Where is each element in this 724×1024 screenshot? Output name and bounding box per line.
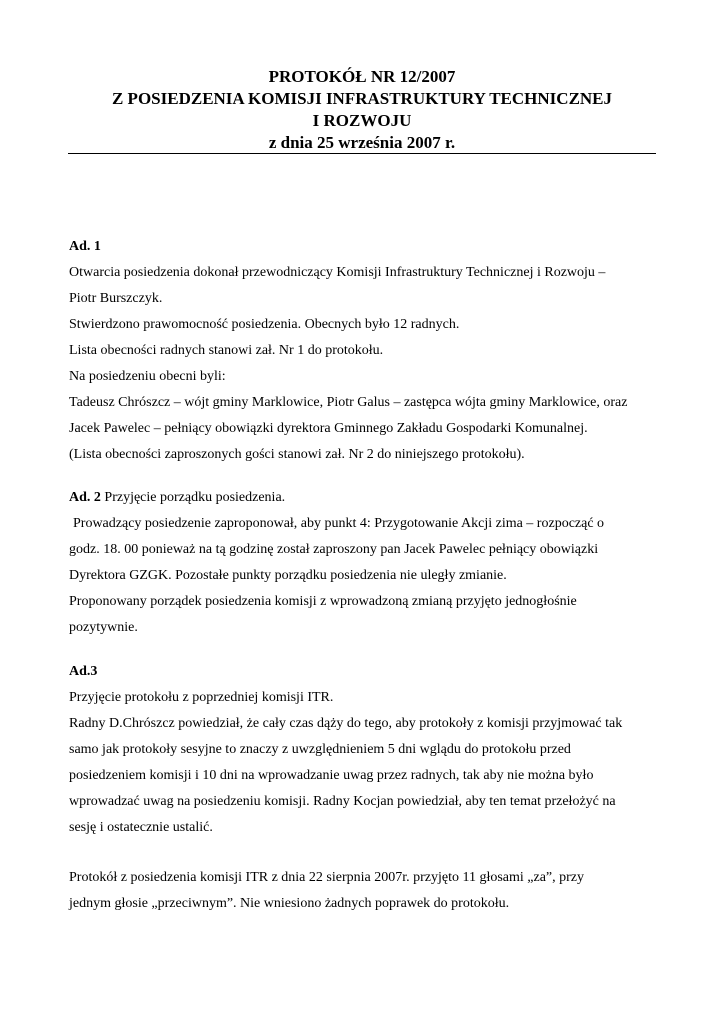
paragraph-line: Przyjęcie protokołu z poprzedniej komisji ITR.: [69, 690, 334, 705]
paragraph-line: Jacek Pawelec – pełniący obowiązki dyrektora Gminnego Zakładu Gospodarki Komunalnej.: [69, 421, 588, 436]
paragraph-line: Prowadzący posiedzenie zaproponował, aby punkt 4: Przygotowanie Akcji zima – rozpocząć o: [73, 516, 605, 531]
document-header: [68, 66, 656, 154]
section-heading: Ad. 1: [69, 239, 101, 254]
paragraph-line: Tadeusz Chrószcz – wójt gminy Marklowice, Piotr Galus – zastępca wójta gminy Marklowice, oraz: [69, 395, 628, 410]
section-heading: Ad. 2: [69, 490, 101, 505]
paragraph-line: Lista obecności radnych stanowi zał. Nr 1 do protokołu.: [69, 343, 384, 358]
section-heading-line: [69, 485, 669, 511]
paragraph-line: wprowadzać uwag na posiedzeniu komisji. Radny Kocjan powiedział, aby ten temat przełożyć na: [69, 794, 616, 809]
section-heading-rest: Przyjęcie porządku posiedzenia.: [100, 490, 286, 505]
paragraph-line: Stwierdzono prawomocność posiedzenia. Obecnych było 12 radnych.: [69, 317, 460, 332]
header-date: z dnia 25 września 2007 r.: [268, 133, 456, 152]
section-ad3-result: [69, 865, 669, 917]
section-ad2: [69, 485, 669, 641]
paragraph-line: jednym głosie „przeciwnym”. Nie wniesiono żadnych poprawek do protokołu.: [69, 896, 510, 911]
section-heading: Ad.3: [69, 664, 98, 679]
paragraph-line: posiedzeniem komisji i 10 dni na wprowadzanie uwag przez radnych, tak aby nie można było: [69, 768, 594, 783]
section-ad3: [69, 659, 669, 841]
paragraph-line: sesję i ostatecznie ustalić.: [69, 820, 213, 835]
paragraph-line: Dyrektora GZGK. Pozostałe punkty porządku posiedzenia nie uległy zmianie.: [69, 568, 507, 583]
paragraph-line: Piotr Burszczyk.: [69, 291, 163, 306]
paragraph-line: godz. 18. 00 ponieważ na tą godzinę został zaproszony pan Jacek Pawelec pełniący obowiązki: [69, 542, 599, 557]
paragraph-line: (Lista obecności zaproszonych gości stanowi zał. Nr 2 do niniejszego protokołu).: [69, 447, 525, 462]
paragraph-line: samo jak protokoły sesyjne to znaczy z uwzględnieniem 5 dni wglądu do protokołu przed: [69, 742, 571, 757]
header-commission-name: Z POSIEDZENIA KOMISJI INFRASTRUKTURY TECHNICZNEJ: [111, 89, 613, 108]
paragraph-line: pozytywnie.: [69, 620, 138, 635]
header-protocol-number: PROTOKÓŁ NR 12/2007: [268, 67, 456, 86]
paragraph-line: Na posiedzeniu obecni byli:: [69, 369, 226, 384]
paragraph-line: Protokół z posiedzenia komisji ITR z dnia 22 sierpnia 2007r. przyjęto 11 głosami „za”, przy: [69, 870, 585, 885]
header-commission-name-cont: I ROZWOJU: [312, 111, 412, 130]
paragraph-line: Radny D.Chrószcz powiedział, że cały czas dąży do tego, aby protokoły z komisji przyjmować tak: [69, 716, 623, 731]
paragraph-line: Proponowany porządek posiedzenia komisji z wprowadzoną zmianą przyjęto jednogłośnie: [69, 594, 577, 609]
header-divider: [68, 153, 656, 154]
section-ad1: [69, 234, 669, 468]
paragraph-line: Otwarcia posiedzenia dokonał przewodniczący Komisji Infrastruktury Technicznej i Rozwoju –: [69, 265, 606, 280]
